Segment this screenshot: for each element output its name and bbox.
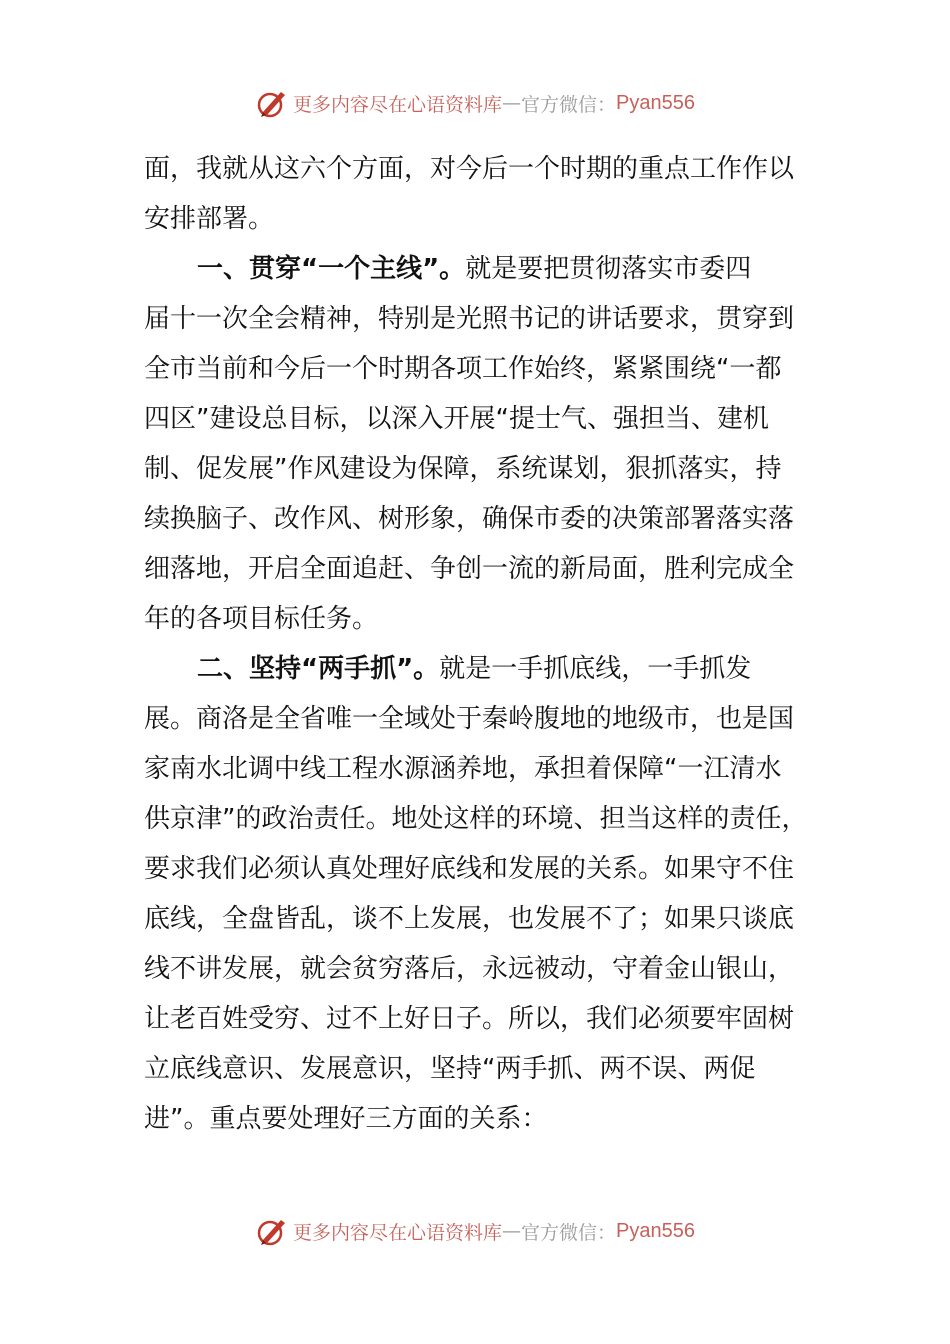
text-line: 展。商洛是全省唯一全域处于秦岭腹地的地级市，也是国 (144, 704, 795, 734)
watermark-site-text: 更多内容尽在心语资料库 (293, 93, 503, 116)
footer-watermark (0, 1211, 950, 1251)
text-line: 立底线意识、发展意识，坚持“两手抓、两不误、两促 (144, 1054, 756, 1084)
section-heading-line: 二、坚持“两手抓”。就是一手抓底线，一手抓发 (197, 654, 752, 684)
text-line: 年的各项目标任务。 (144, 604, 379, 634)
text-line: 家南水北调中线工程水源涵养地，承担着保障“一江清水 (144, 754, 782, 784)
text-line: 细落地，开启全面追赶、争创一流的新局面，胜利完成全 (144, 554, 795, 584)
text-line: 续换脑子、改作风、树形象，确保市委的决策部署落实落 (144, 504, 795, 534)
section-heading: 二、坚持“两手抓”。 (197, 654, 440, 684)
text-line: 安排部署。 (144, 204, 275, 234)
pen-logo-icon (255, 86, 289, 120)
text-line: 要求我们必须认真处理好底线和发展的关系。如果守不住 (144, 854, 795, 884)
header-watermark (0, 83, 950, 123)
watermark-wechat-id: Pyan556 (616, 1219, 695, 1242)
document-body (144, 144, 816, 1144)
pen-logo-icon (255, 1214, 289, 1248)
text-line: 底线，全盘皆乱，谈不上发展，也发展不了；如果只谈底 (144, 904, 795, 934)
watermark-dash: — (502, 1220, 522, 1242)
text-line: 线不讲发展，就会贫穷落后，永远被动，守着金山银山， (144, 954, 795, 984)
section-heading: 一、贯穿“一个主线”。 (197, 254, 466, 284)
watermark-site-text: 更多内容尽在心语资料库 (293, 1221, 503, 1244)
text-line: 四区”建设总目标，以深入开展“提士气、强担当、建机 (144, 404, 769, 434)
text-line: 让老百姓受穷、过不上好日子。所以，我们必须要牢固树 (144, 1004, 795, 1034)
watermark-dash: — (502, 92, 522, 114)
text-line: 制、促发展”作风建设为保障，系统谋划，狠抓落实，持 (144, 454, 782, 484)
text-line: 届十一次全会精神，特别是光照书记的讲话要求，贯穿到 (144, 304, 795, 334)
text-line: 供京津”的政治责任。地处这样的环境、担当这样的责任， (144, 804, 808, 834)
text-line: 全市当前和今后一个时期各项工作始终，紧紧围绕“一都 (144, 354, 782, 384)
watermark-wechat-id: Pyan556 (616, 91, 695, 114)
text-line: 进”。重点要处理好三方面的关系： (144, 1104, 548, 1134)
watermark-wechat-label: 官方微信： (521, 1221, 617, 1244)
text-line: 面，我就从这六个方面，对今后一个时期的重点工作作以 (144, 154, 795, 184)
watermark-wechat-label: 官方微信： (521, 93, 617, 116)
section-heading-line: 一、贯穿“一个主线”。就是要把贯彻落实市委四 (197, 254, 752, 284)
